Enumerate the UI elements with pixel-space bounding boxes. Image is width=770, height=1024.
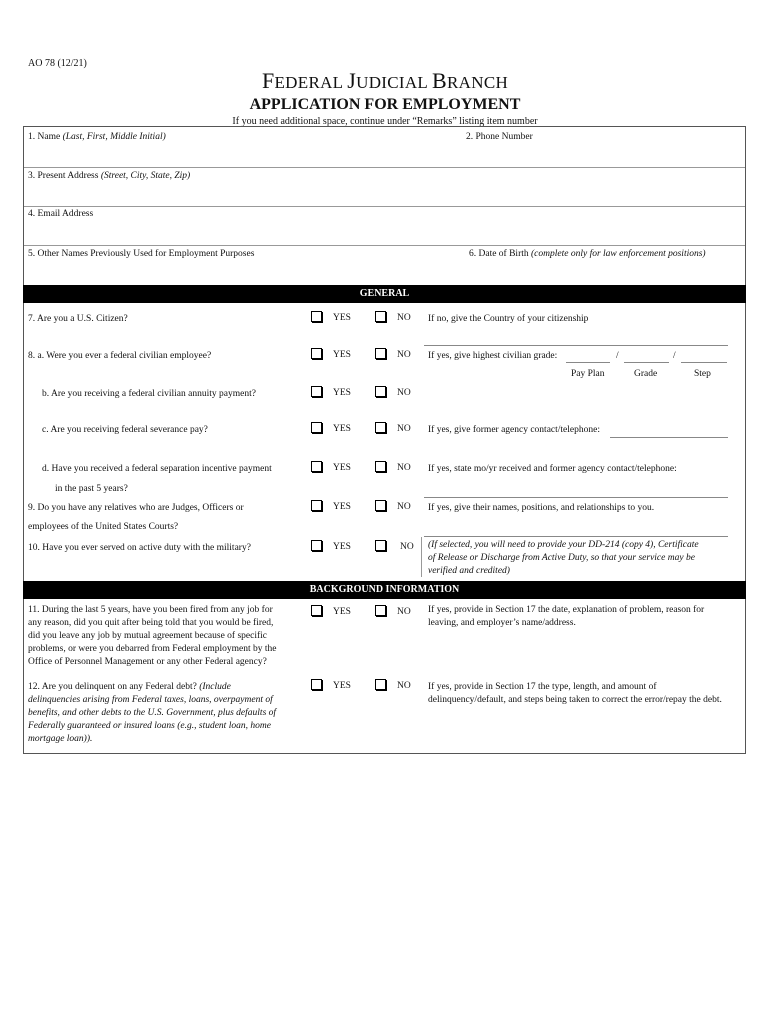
q12-no-label: NO <box>397 681 411 691</box>
q8a-yes-label: YES <box>333 350 351 360</box>
q8b-no-label: NO <box>397 388 411 398</box>
section-general-header: GENERAL <box>23 285 746 303</box>
q8d-no-label: NO <box>397 463 411 473</box>
address-label: 3. Present Address (Street, City, State, Zip) <box>28 171 191 181</box>
form-id: AO 78 (12/21) <box>28 58 87 69</box>
q8b-yes-label: YES <box>333 388 351 398</box>
q10-note-line2: of Release or Discharge from Active Duty, so that your service may be <box>428 553 695 563</box>
q8a-response-prompt: If yes, give highest civilian grade: <box>428 351 558 361</box>
q9-no-checkbox[interactable] <box>375 500 386 511</box>
q12-response-line2: delinquency/default, and steps being taken to correct the error/repay the debt. <box>428 695 722 705</box>
former-agency-input[interactable] <box>610 437 728 438</box>
q9-yes-checkbox[interactable] <box>311 500 322 511</box>
q12-line2: delinquencies arising from Federal taxes, loans, overpayment of <box>28 695 273 705</box>
q11-yes-checkbox[interactable] <box>311 605 322 616</box>
q12-no-checkbox[interactable] <box>375 679 386 690</box>
grade-input[interactable] <box>624 362 669 363</box>
q10-yes-label: YES <box>333 542 351 552</box>
email-field[interactable] <box>24 207 745 245</box>
q8c-yes-label: YES <box>333 424 351 434</box>
q11-line3: did you leave any job by mutual agreement because of specific <box>28 631 267 641</box>
q8a-no-checkbox[interactable] <box>375 348 386 359</box>
q9-response-prompt: If yes, give their names, positions, and relationships to you. <box>428 503 655 513</box>
phone-label: 2. Phone Number <box>466 132 533 142</box>
q12-line4: Federally guaranteed or insured loans (e.g., student loan, home <box>28 721 271 731</box>
q11-line1: 11. During the last 5 years, have you been fired from any job for <box>28 605 273 615</box>
q8c-response-prompt: If yes, give former agency contact/telephone: <box>428 425 600 435</box>
grade-caption: Grade <box>634 369 658 379</box>
step-input[interactable] <box>681 362 727 363</box>
page-title: FEDERAL JUDICIAL BRANCH <box>261 68 509 93</box>
q11-line5: Office of Personnel Management or any other Federal agency? <box>28 657 267 667</box>
q12-line3: benefits, and other debts to the U.S. Government, plus defaults of <box>28 708 277 718</box>
grade-separator-2: / <box>673 351 676 361</box>
q8d-no-checkbox[interactable] <box>375 461 386 472</box>
other-names-label: 5. Other Names Previously Used for Employment Purposes <box>28 249 255 259</box>
q7-yes-checkbox[interactable] <box>311 311 322 322</box>
q7-response-prompt: If no, give the Country of your citizenship <box>428 314 589 324</box>
q7-yes-label: YES <box>333 313 351 323</box>
q8d-yes-checkbox[interactable] <box>311 461 322 472</box>
q8b-no-checkbox[interactable] <box>375 386 386 397</box>
incentive-details-input[interactable] <box>424 497 728 498</box>
email-label: 4. Email Address <box>28 209 94 219</box>
q11-line4: problems, or were you debarred from Federal employment by the <box>28 644 277 654</box>
q8a-label: 8. a. Were you ever a federal civilian employee? <box>28 351 212 361</box>
dob-label: 6. Date of Birth (complete only for law enforcement positions) <box>469 249 706 259</box>
q11-response-line1: If yes, provide in Section 17 the date, explanation of problem, reason for <box>428 605 705 615</box>
q9-no-label: NO <box>397 502 411 512</box>
citizenship-input[interactable] <box>424 345 728 346</box>
q8d-label-cont: in the past 5 years? <box>55 484 128 494</box>
q8a-yes-checkbox[interactable] <box>311 348 322 359</box>
pay-plan-input[interactable] <box>566 362 610 363</box>
q12-yes-checkbox[interactable] <box>311 679 322 690</box>
q9-yes-label: YES <box>333 502 351 512</box>
q7-label: 7. Are you a U.S. Citizen? <box>28 314 128 324</box>
q10-note-line3: verified and credited) <box>428 566 510 576</box>
q12-line5: mortgage loan)). <box>28 734 93 744</box>
q12-line1: 12. Are you delinquent on any Federal debt? (Include <box>28 682 231 692</box>
q10-note-line1: (If selected, you will need to provide your DD-214 (copy 4), Certificate <box>428 540 699 550</box>
q11-no-checkbox[interactable] <box>375 605 386 616</box>
q11-no-label: NO <box>397 607 411 617</box>
name-label: 1. Name (Last, First, Middle Initial) <box>28 132 166 142</box>
q12-response-line1: If yes, provide in Section 17 the type, length, and amount of <box>428 682 657 692</box>
q11-line2: any reason, did you quit after being told that you would be fired, <box>28 618 274 628</box>
q8c-yes-checkbox[interactable] <box>311 422 322 433</box>
q10-no-label: NO <box>400 542 414 552</box>
grade-separator-1: / <box>616 351 619 361</box>
section-background-header: BACKGROUND INFORMATION <box>23 581 746 599</box>
q12-yes-label: YES <box>333 681 351 691</box>
q9-label-cont: employees of the United States Courts? <box>28 522 179 532</box>
q9-label: 9. Do you have any relatives who are Judges, Officers or <box>28 503 244 513</box>
relatives-input[interactable] <box>424 536 728 537</box>
q8b-yes-checkbox[interactable] <box>311 386 322 397</box>
q8c-no-label: NO <box>397 424 411 434</box>
q10-label: 10. Have you ever served on active duty with the military? <box>28 543 251 553</box>
q11-yes-label: YES <box>333 607 351 617</box>
q11-response-line2: leaving, and employer’s name/address. <box>428 618 576 628</box>
q7-no-label: NO <box>397 313 411 323</box>
instruction-note: If you need additional space, continue under “Remarks” listing item number <box>232 116 538 127</box>
q10-yes-checkbox[interactable] <box>311 540 322 551</box>
pay-plan-caption: Pay Plan <box>571 369 605 379</box>
q8d-label: d. Have you received a federal separation incentive payment <box>42 464 272 474</box>
q8b-label: b. Are you receiving a federal civilian annuity payment? <box>42 389 256 399</box>
q7-no-checkbox[interactable] <box>375 311 386 322</box>
q8d-response-prompt: If yes, state mo/yr received and former agency contact/telephone: <box>428 464 677 474</box>
q10-no-checkbox[interactable] <box>375 540 386 551</box>
q8d-yes-label: YES <box>333 463 351 473</box>
q8a-no-label: NO <box>397 350 411 360</box>
q8c-label: c. Are you receiving federal severance pay? <box>42 425 208 435</box>
form-subtitle: APPLICATION FOR EMPLOYMENT <box>249 96 521 113</box>
q8c-no-checkbox[interactable] <box>375 422 386 433</box>
step-caption: Step <box>694 369 711 379</box>
